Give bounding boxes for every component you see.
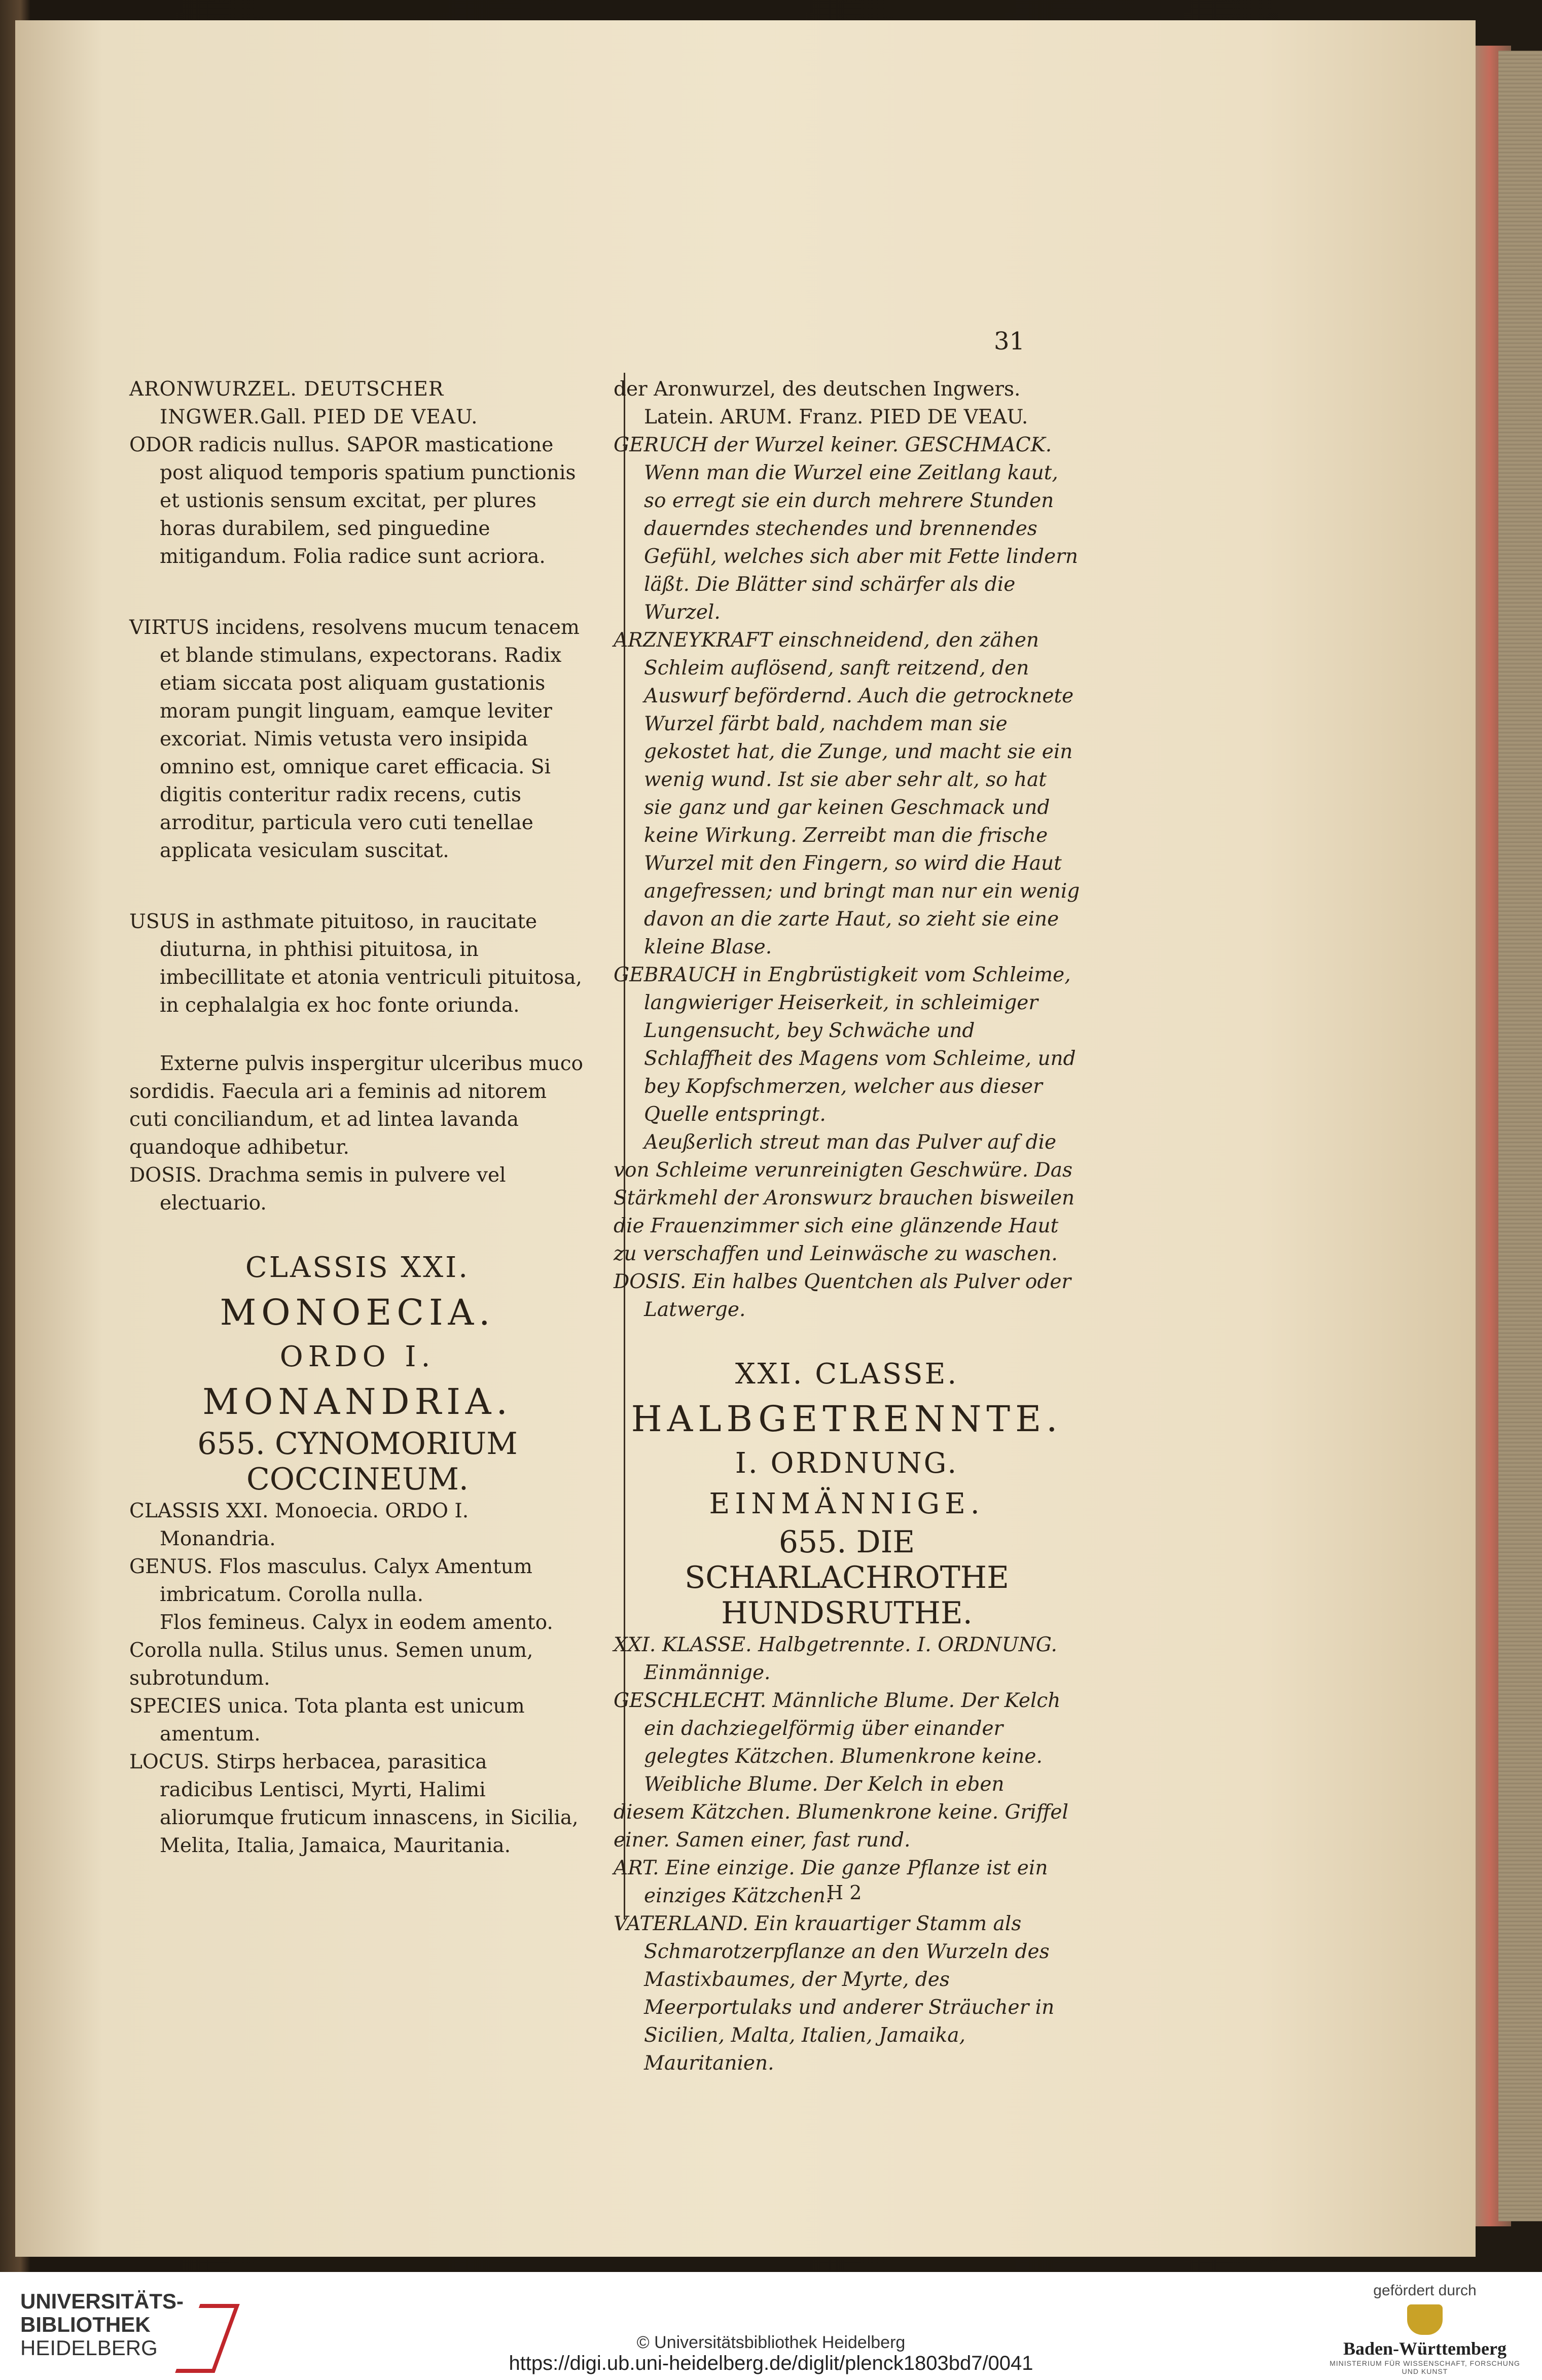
german-paragraph: EINMÄNNIGE. xyxy=(709,1487,985,1520)
latin-paragraph xyxy=(129,1217,586,1248)
logo-line-3: HEIDELBERG xyxy=(20,2336,158,2360)
sponsor-name: Baden-Württemberg xyxy=(1343,2338,1507,2359)
book-cover xyxy=(1498,51,1542,2221)
latin-paragraph: CLASSIS XXI. xyxy=(245,1251,470,1284)
german-paragraph xyxy=(614,1324,1080,1354)
sponsor-label: gefördert durch xyxy=(1373,2282,1477,2299)
german-paragraph: 655. DIE SCHARLACHROTHE HUNDSRUTHE. xyxy=(685,1524,1009,1631)
german-paragraph: der Aronwurzel, des deutschen Ingwers. Latein. ARUM. Franz. PIED DE VEAU. xyxy=(614,378,1028,429)
latin-paragraph: MONANDRIA. xyxy=(202,1381,513,1423)
book-page xyxy=(15,20,1476,2257)
logo-line-1: UNIVERSITÄTS- xyxy=(20,2289,184,2313)
german-paragraph: ARZNEYKRAFT einschneidend, den zähen Schleim auflösend, sanft reitzend, den Auswurf befördernd. Auch die getrocknete Wurzel färbt bald, nachdem man sie gekostet hat, die Zunge, und macht sie ein wenig wund. Ist sie aber sehr alt, so hat sie ganz und gar keinen Geschmack und keine Wirkung. Zerreibt man die frische Wurzel mit den Fingern, so wird die Haut angefressen; und bringt man nur ein wenig davon an die zarte Haut, so zieht sie eine kleine Blase. xyxy=(614,629,1080,958)
latin-paragraph xyxy=(129,375,586,431)
latin-paragraph: USUS in asthmate pituitoso, in raucitate diuturna, in phthisi pituitosa, in imbecillitate et atonia ventriculi pituitosa, in cephalalgia ex hoc fonte oriunda. xyxy=(129,910,582,1017)
latin-paragraph: 655. CYNOMORIUM COCCINEUM. xyxy=(197,1426,518,1497)
latin-paragraph xyxy=(129,571,586,614)
german-paragraph: Weibliche Blume. Der Kelch in eben diesem Kätzchen. Blumenkrone keine. Griffel einer. Samen einer, fast rund. xyxy=(614,1773,1068,1852)
signature-mark: H 2 xyxy=(827,1881,862,1904)
german-paragraph: GEBRAUCH in Engbrüstigkeit vom Schleime, langwieriger Heiserkeit, in schleimiger Lungensucht, bey Schwäche und Schlaffheit des Magens vom Schleime, und bey Kopfschmerzen, welcher aus dieser Quelle entspringt. xyxy=(614,964,1076,1126)
latin-run: Gall. xyxy=(260,406,313,429)
german-paragraph: I. ORDNUNG. xyxy=(735,1447,959,1480)
latin-paragraph: DOSIS. Drachma semis in pulvere vel electuario. xyxy=(129,1164,506,1215)
latin-paragraph: MONOECIA. xyxy=(220,1292,495,1333)
copyright-text: © Universitätsbibliothek Heidelberg xyxy=(636,2333,906,2352)
logo-line-2: BIBLIOTHEK xyxy=(20,2313,151,2336)
sponsor-block[interactable] xyxy=(1329,2282,1521,2375)
german-paragraph: Aeußerlich streut man das Pulver auf die von Schleime verunreinigten Geschwüre. Das Stärkmehl der Aronswurz brauchen bisweilen die Frauenzimmer sich eine glänzende Haut zu verschaffen und Leinwäsche zu waschen. xyxy=(614,1131,1075,1265)
latin-paragraph: VIRTUS incidens, resolvens mucum tenacem et blande stimulans, expectorans. Radix etiam siccata post aliquam gustationis moram pungit linguam, eamque leviter excoriat. Nimis vetusta vero insipida omnino est, omnique caret efficacia. Si digitis conteritur radix recens, cutis arroditur, particula vero cuti tenellae applicata vesiculam suscitat. xyxy=(129,616,580,862)
latin-run: PIED DE VEAU. xyxy=(313,406,478,429)
latin-paragraph: GENUS. Flos masculus. Calyx Amentum imbricatum. Corolla nulla. xyxy=(129,1555,532,1606)
german-paragraph: GESCHLECHT. Männliche Blume. Der Kelch ein dachziegelförmig über einander gelegtes Kätzchen. Blumenkrone keine. xyxy=(614,1689,1061,1768)
latin-paragraph: SPECIES unica. Tota planta est unicum amentum. xyxy=(129,1695,525,1746)
footer-bar xyxy=(0,2272,1542,2380)
german-paragraph: HALBGETRENNTE. xyxy=(631,1398,1063,1440)
latin-column xyxy=(129,375,586,1860)
latin-run: ARONWURZEL. DEUTSCHER INGWER. xyxy=(129,378,444,429)
permalink-url[interactable]: https://digi.ub.uni-heidelberg.de/diglit/plenck1803bd7/0041 xyxy=(509,2352,1033,2374)
german-column xyxy=(614,375,1080,2077)
latin-paragraph: Flos femineus. Calyx in eodem amento. Corolla nulla. Stilus unus. Semen unum, subrotundum. xyxy=(129,1611,553,1690)
coat-of-arms-icon xyxy=(1407,2304,1443,2335)
sponsor-ministry: MINISTERIUM FÜR WISSENSCHAFT, FORSCHUNG UND KUNST xyxy=(1330,2359,1520,2375)
page-number: 31 xyxy=(994,327,1025,356)
german-paragraph: XXI. CLASSE. xyxy=(735,1358,959,1391)
german-paragraph: XXI. KLASSE. Halbgetrennte. I. ORDNUNG. Einmännige. xyxy=(614,1633,1057,1684)
latin-paragraph: Externe pulvis inspergitur ulceribus muco sordidis. Faecula ari a feminis ad nitorem cuti conciliandum, et ad lintea lavanda quandoque adhibetur. xyxy=(129,1052,584,1159)
latin-paragraph: CLASSIS XXI. Monoecia. ORDO I. Monandria. xyxy=(129,1500,469,1550)
latin-paragraph: ORDO I. xyxy=(279,1340,436,1373)
latin-paragraph: LOCUS. Stirps herbacea, parasitica radicibus Lentisci, Myrti, Halimi aliorumque fruticum innascens, in Sicilia, Melita, Italia, Jamaica, Mauritania. xyxy=(129,1751,579,1857)
latin-paragraph: ODOR radicis nullus. SAPOR masticatione post aliquod temporis spatium punctionis et ustionis sensum excitat, per plures horas durabilem, sed pinguedine mitigandum. Folia radice sunt acriora. xyxy=(129,434,576,568)
german-paragraph: GERUCH der Wurzel keiner. GESCHMACK. Wenn man die Wurzel eine Zeitlang kaut, so erregt sie ein durch mehrere Stunden dauerndes stechendes und brennendes Gefühl, welches sich aber mit Fette lindern läßt. Die Blätter sind schärfer als die Wurzel. xyxy=(614,434,1078,624)
german-paragraph: DOSIS. Ein halbes Quentchen als Pulver oder Latwerge. xyxy=(614,1270,1071,1321)
german-paragraph: VATERLAND. Ein krauartiger Stamm als Schmarotzerpflanze an den Wurzeln des Mastixbaumes, der Myrte, des Meerportulaks und anderer Sträucher in Sicilien, Malta, Italien, Jamaika, Mauritanien. xyxy=(614,1912,1055,2075)
german-paragraph: ART. Eine einzige. Die ganze Pflanze ist ein einziges Kätzchen. xyxy=(614,1857,1048,1907)
latin-paragraph xyxy=(129,865,586,908)
latin-paragraph xyxy=(129,1019,586,1050)
